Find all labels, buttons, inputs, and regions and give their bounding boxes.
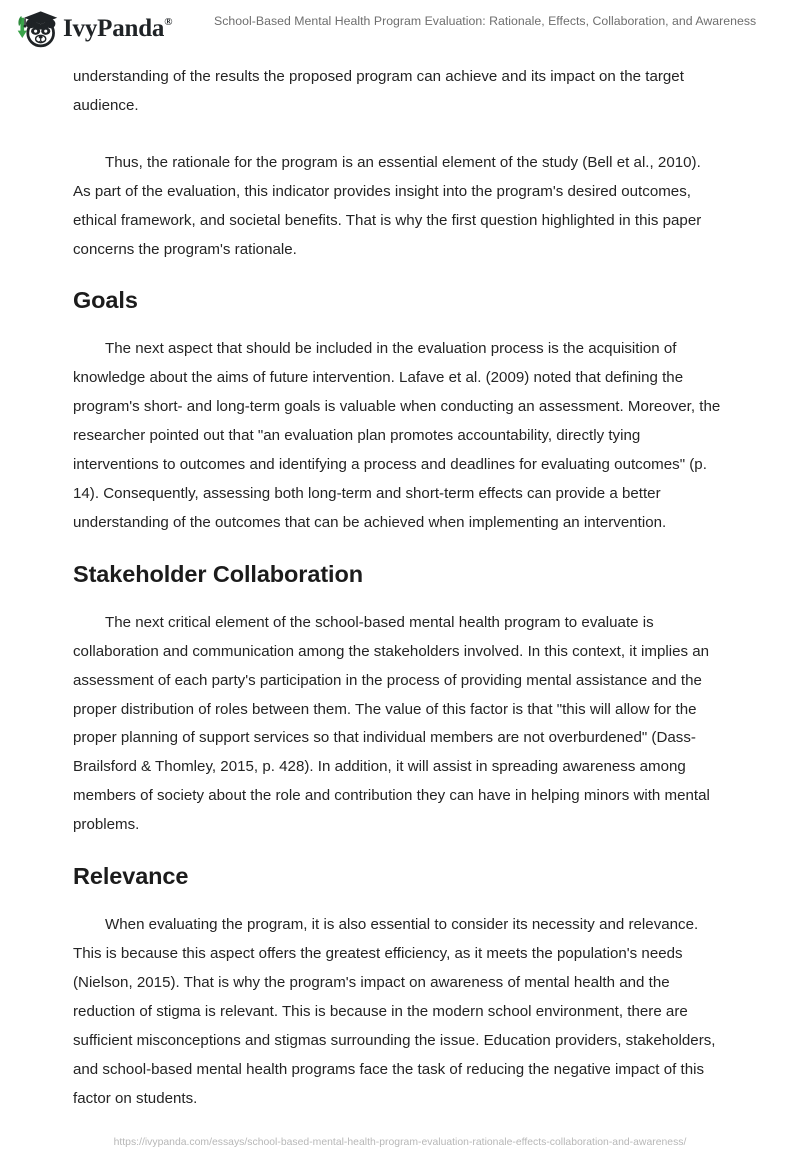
section-heading-stakeholder-collaboration: Stakeholder Collaboration (73, 560, 363, 587)
page-header (0, 0, 800, 56)
section-body-stakeholder-collaboration: The next critical element of the school-based mental health program to evaluate is collaboration and communication among the stakeholders involved. In this context, it implies an assessment of each party's participation in the process of providing mental assistance and the proper distribution of roles between them. The value of this factor is that "this will allow for the proper planning of support services so that individual members are not overburdened" (Dass-Brailsford & Thomley, 2015, p. 428). In addition, it will assist in spreading awareness among members of society about the role and contribution they can have in helping minors with mental problems. (73, 613, 710, 834)
section-heading-goals: Goals (73, 287, 138, 314)
brand-wordmark (63, 16, 172, 41)
panda-graduation-cap-logo-icon (14, 4, 60, 50)
brand-name-text: IvyPanda (63, 14, 165, 42)
section-heading-block-stakeholder-collaboration (73, 538, 721, 609)
article-body (73, 63, 721, 1113)
page-footer (0, 1132, 800, 1150)
section-heading-block-relevance (73, 840, 721, 911)
source-url-link[interactable]: https://ivypanda.com/essays/school-based-mental-health-program-evaluation-rationale-effects-collaboration-and-awareness/ (113, 1137, 687, 1148)
section-heading-block-goals (73, 264, 721, 335)
section-heading-relevance: Relevance (73, 863, 189, 890)
paragraph-spacer (73, 121, 721, 149)
paragraph-continued: understanding of the results the proposed program can achieve and its impact on the target audience. (73, 68, 684, 114)
document-title: School-Based Mental Health Program Evaluation: Rationale, Effects, Collaboration, and Awareness (214, 14, 757, 28)
section-body-relevance: When evaluating the program, it is also essential to consider its necessity and relevance. This is because this aspect offers the greatest efficiency, as it meets the population's needs (Nielson, 2015). That is why the program's impact on awareness of mental health and the reduction of stigma is relevant. This is because in the modern school environment, there are sufficient misconceptions and stigmas surrounding the issue. Education providers, stakeholders, and school-based mental health programs face the task of reducing the negative impact of this factor on students. (73, 916, 716, 1107)
registered-trademark-symbol: ® (164, 16, 173, 29)
paragraph-rationale: Thus, the rationale for the program is an essential element of the study (Bell et al., 2010). As part of the evaluation, this indicator provides insight into the program's desired outcomes, ethical framework, and societal benefits. That is why the first question highlighted in this paper concerns the program's rationale. (73, 153, 702, 258)
brand-logo-link[interactable] (14, 4, 172, 50)
section-body-goals: The next aspect that should be included in the evaluation process is the acquisition of knowledge about the aims of future intervention. Lafave et al. (2009) noted that defining the program's short- and long-term goals is valuable when conducting an assessment. Moreover, the researcher pointed out that "an evaluation plan promotes accountability, directly tying interventions to outcomes and identifying a process and deadlines for evaluating outcomes" (p. 14). Consequently, assessing both long-term and short-term effects can provide a better understanding of the outcomes that can be achieved when implementing an intervention. (73, 340, 721, 531)
